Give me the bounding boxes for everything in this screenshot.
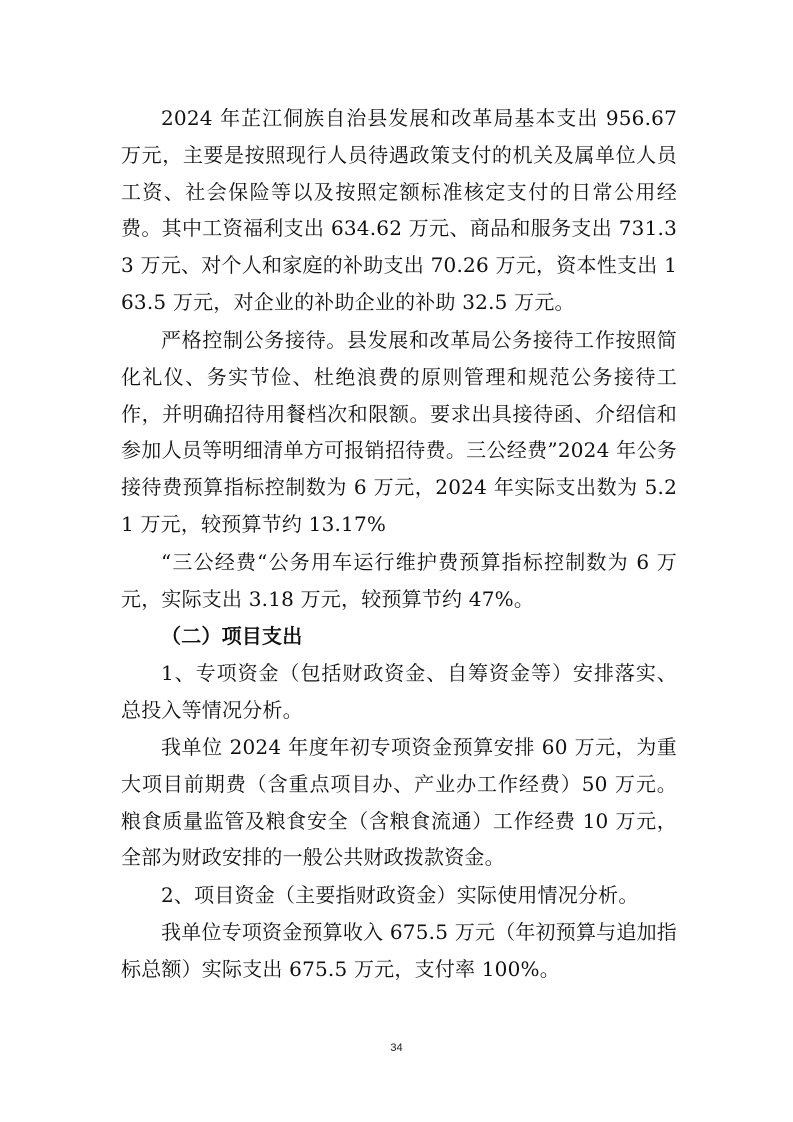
- paragraph-reception-control: 严格控制公务接待。县发展和改革局公务接待工作按照简化礼仪、务实节俭、杜绝浪费的原则管理和规范公务接待工作，并明确招待用餐档次和限额。要求出具接待函、介绍信和参加人员等明细清单方可报销招待费。三公经费”2024 年公务接待费预算指标控制数为 6 万元，2024 年实际支出数为 5.21 万元，较预算节约 13.17%: [121, 328, 677, 536]
- paragraph-project-funds-usage: 我单位专项资金预算收入 675.5 万元（年初预算与追加指标总额）实际支出 675.5 万元，支付率 100%。: [121, 920, 677, 981]
- paragraph-special-funds-title: 1、专项资金（包括财政资金、自筹资金等）安排落实、总投入等情况分析。: [121, 661, 677, 722]
- section-heading-project-expenditure: （二）项目支出: [161, 624, 303, 648]
- paragraph-project-funds-title: 2、项目资金（主要指财政资金）实际使用情况分析。: [161, 883, 639, 907]
- paragraph-basic-expenditure: 2024 年芷江侗族自治县发展和改革局基本支出 956.67 万元，主要是按照现行人员待遇政策支付的机关及属单位人员工资、社会保险等以及按照定额标准核定支付的日常公用经费。其中工资福利支出 634.62 万元、商品和服务支出 731.33 万元、对个人和家庭的补助支出 70.26 万元，资本性支出 163.5 万元，对企业的补助企业的补助 32.5 万元。: [121, 106, 677, 314]
- paragraph-vehicle-expense: “三公经费“公务用车运行维护费预算指标控制数为 6 万元，实际支出 3.18 万元，较预算节约 47%。: [121, 550, 677, 611]
- page-number: 34: [390, 1042, 403, 1054]
- paragraph-special-funds-budget: 我单位 2024 年度年初专项资金预算安排 60 万元，为重大项目前期费（含重点项目办、产业办工作经费）50 万元。粮食质量监管及粮食安全（含粮食流通）工作经费 10 万元，全部为财政安排的一般公共财政拨款资金。: [121, 735, 677, 870]
